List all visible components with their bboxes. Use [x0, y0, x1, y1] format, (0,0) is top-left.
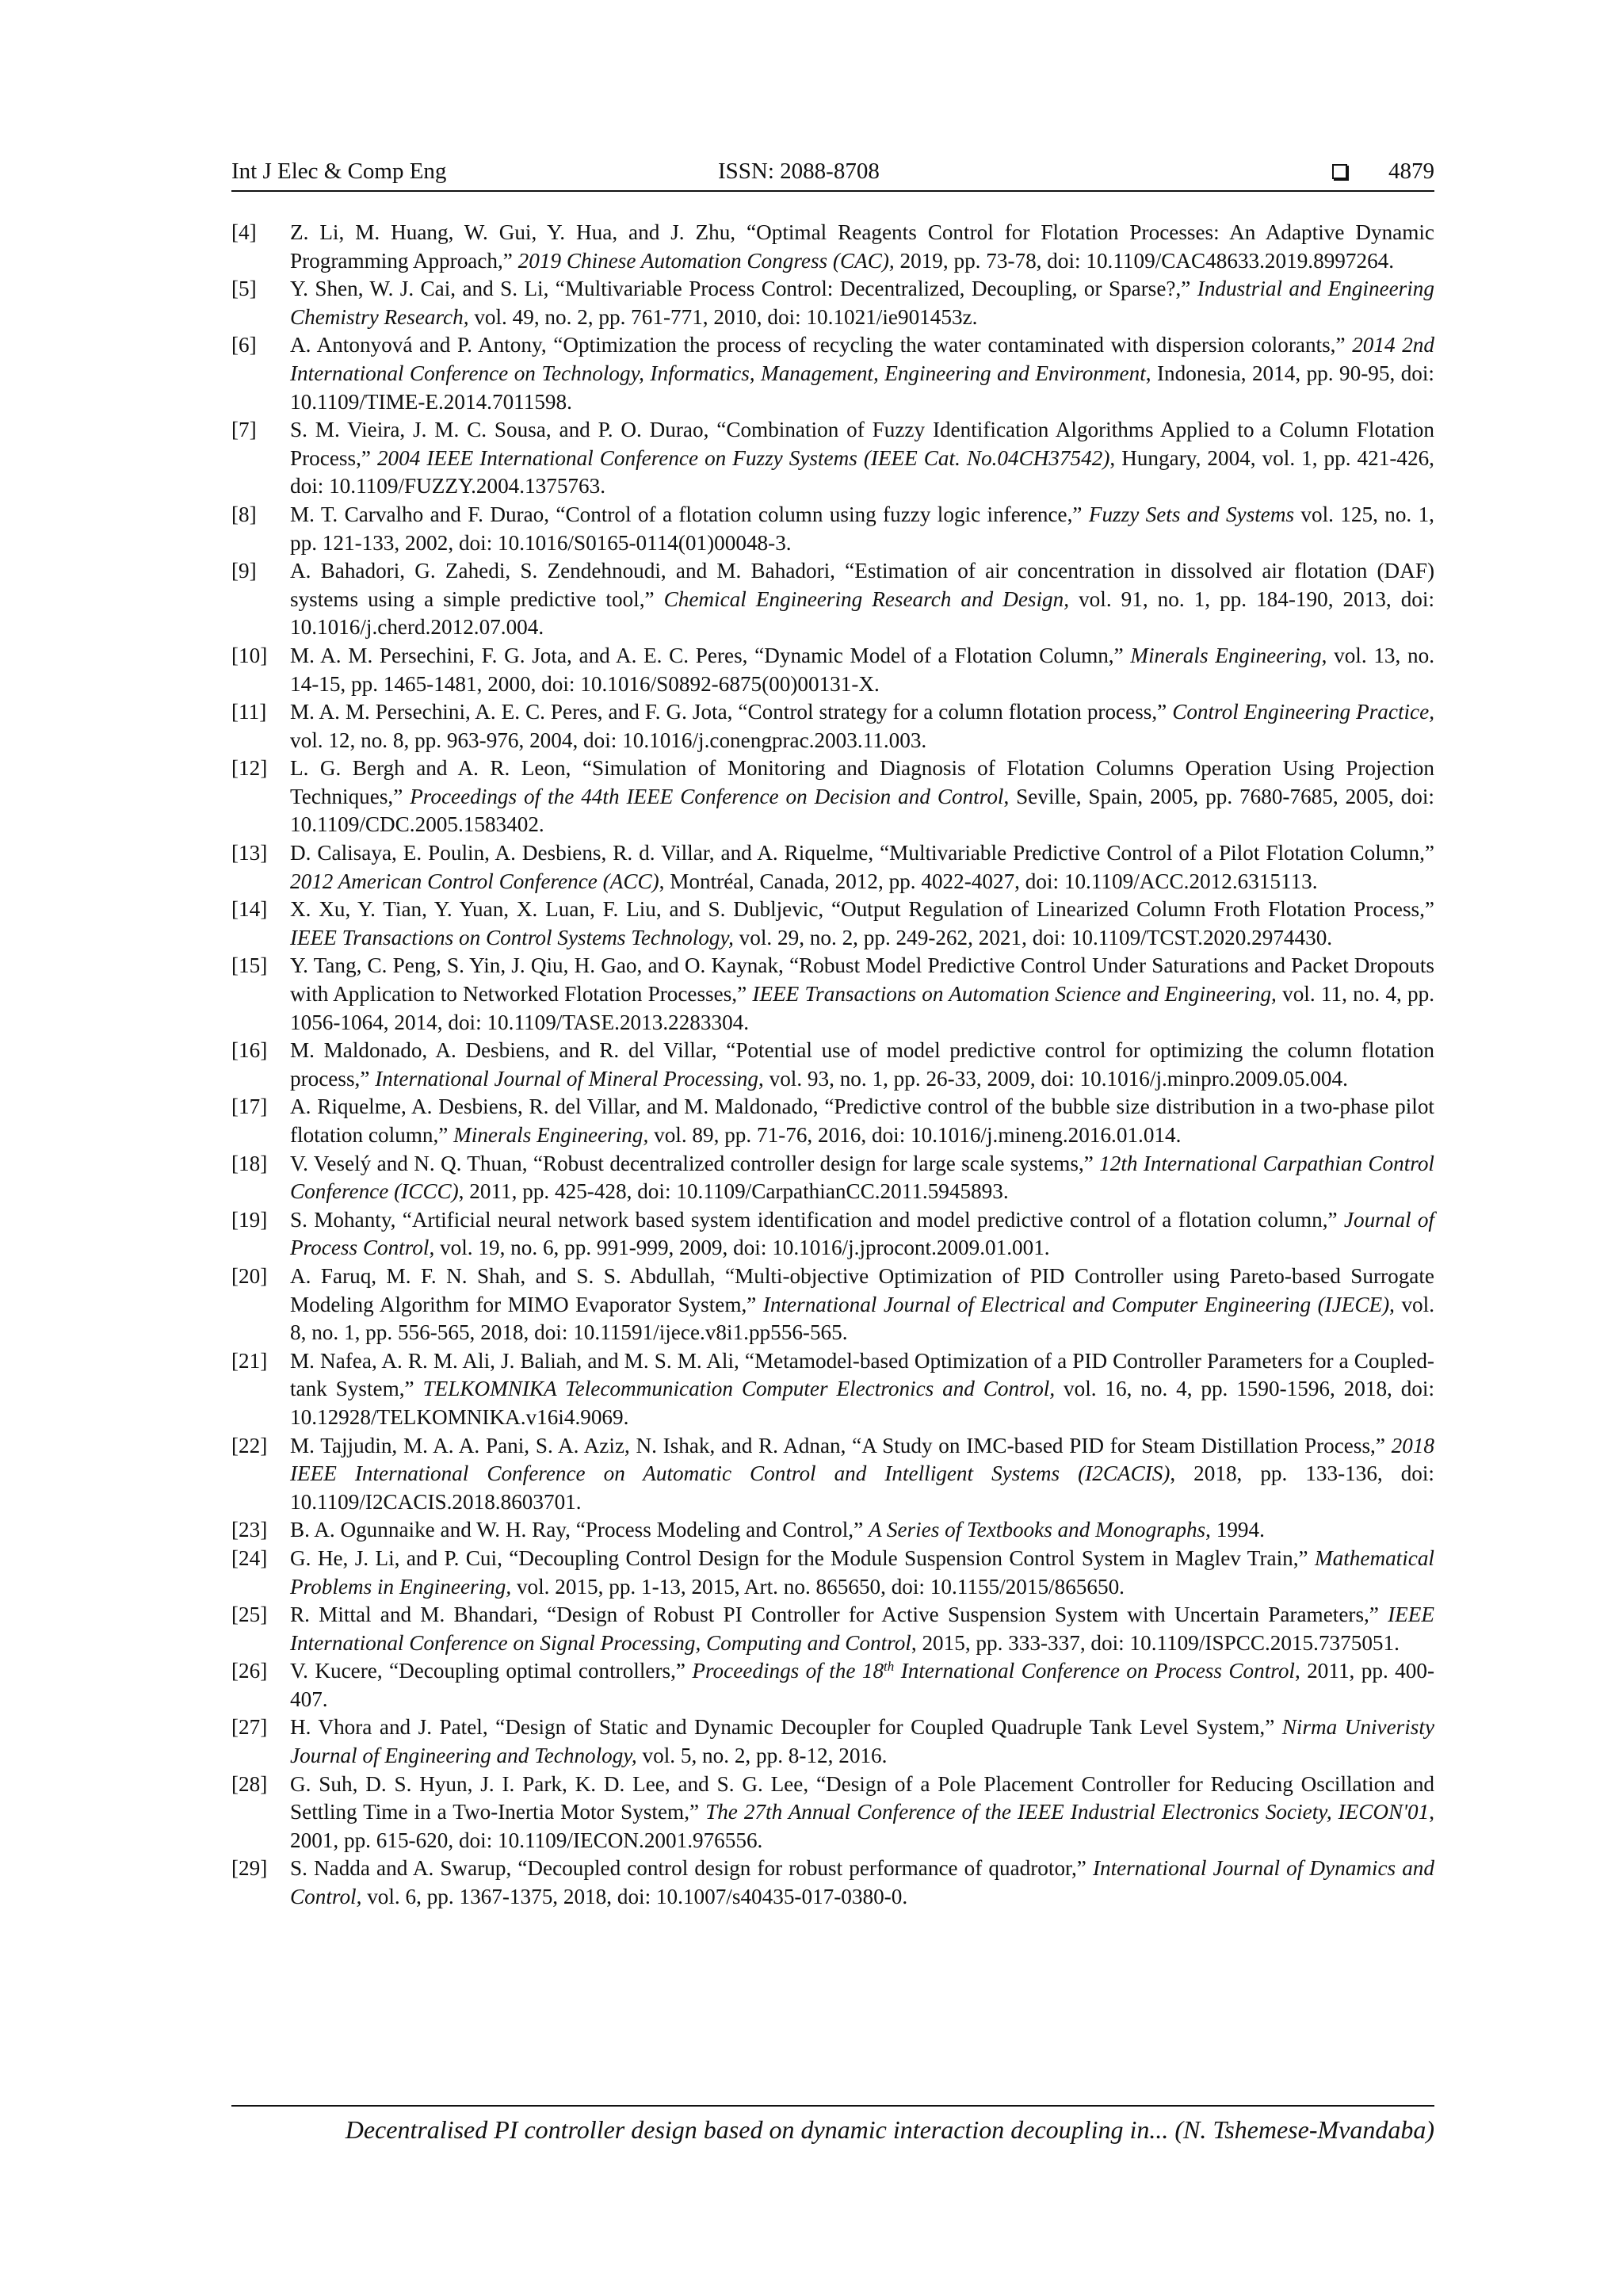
- reference-text: M. T. Carvalho and F. Durao, “Control of a flotation column using fuzzy logic inference,”: [290, 502, 1089, 526]
- reference-text: , vol. 93, no. 1, pp. 26-33, 2009, doi: 10.1016/j.minpro.2009.05.004.: [758, 1066, 1348, 1091]
- reference-text: , 1994.: [1205, 1518, 1265, 1542]
- reference-text: vol. 29, no. 2, pp. 249-262, 2021, doi: 10.1109/TCST.2020.2974430.: [733, 925, 1333, 949]
- reference-text: M. Nafea, A. R. M. Ali, J. Baliah, and M. S. M. Ali, “Metamodel-based Optimization of a PID Controller Parameters for a Coupled-tank System,”: [290, 1348, 1434, 1401]
- reference-text: , 2018, pp. 133-136, doi: 10.1109/I2CACIS.2018.8603701.: [290, 1461, 1434, 1514]
- reference-item: [231, 839, 1434, 896]
- page-number-group: [1332, 155, 1434, 187]
- reference-item: [231, 1150, 1434, 1206]
- reference-text: vol. 49, no. 2, pp. 761-771, 2010, doi: 10.1021/ie901453z.: [468, 304, 978, 329]
- reference-source: Proceedings of the 18: [692, 1659, 884, 1683]
- reference-number: [24]: [231, 1545, 268, 1570]
- reference-text: A. Faruq, M. F. N. Shah, and S. S. Abdullah, “Multi-objective Optimization of PID Controller using Pareto-based Surrogate Modeling Algorithm for MIMO Evaporator System,”: [290, 1263, 1434, 1316]
- reference-text: B. A. Ogunnaike and W. H. Ray, “Process Modeling and Control,”: [290, 1518, 869, 1542]
- reference-text: M. Tajjudin, M. A. A. Pani, S. A. Aziz, N. Ishak, and R. Adnan, “A Study on IMC-based PID for Steam Distillation Process,”: [290, 1433, 1392, 1457]
- page-header: [231, 155, 1434, 187]
- reference-text: vol. 125, no. 1, pp. 121-133, 2002, doi: 10.1016/S0165-0114(01)00048-3.: [290, 502, 1434, 555]
- reference-source: 12th International Carpathian Control Conference (ICCC): [290, 1151, 1434, 1204]
- reference-text: vol. 12, no. 8, pp. 963-976, 2004, doi: 10.1016/j.conengprac.2003.11.003.: [290, 728, 927, 752]
- reference-source: 2012 American Control Conference (ACC): [290, 869, 659, 893]
- reference-text: G. He, J. Li, and P. Cui, “Decoupling Control Design for the Module Suspension Control System in Maglev Train,”: [290, 1545, 1315, 1570]
- reference-item: [231, 1347, 1434, 1432]
- reference-text: vol. 11, no. 4, pp. 1056-1064, 2014, doi: 10.1109/TASE.2013.2283304.: [290, 982, 1434, 1034]
- reference-item: [231, 1771, 1434, 1855]
- reference-source: Industrial and Engineering Chemistry Research,: [290, 277, 1434, 329]
- reference-source: A Series of Textbooks and Monographs: [868, 1518, 1206, 1542]
- reference-source: IEEE Transactions on Control Systems Technology,: [290, 925, 734, 949]
- reference-item: [231, 1657, 1434, 1713]
- reference-text: G. Suh, D. S. Hyun, J. I. Park, K. D. Lee, and S. G. Lee, “Design of a Pole Placement Controller for Reducing Oscillation and Settling Time in a Two-Inertia Motor System,”: [290, 1771, 1434, 1824]
- reference-text: V. Kucere, “Decoupling optimal controllers,”: [290, 1659, 693, 1683]
- reference-source: International Journal of Electrical and Computer Engineering (IJECE): [762, 1292, 1390, 1316]
- reference-text: 2019, pp. 73-78, doi: 10.1109/CAC48633.2019.8997264.: [894, 248, 1395, 273]
- reference-text: , Seville, Spain, 2005, pp. 7680-7685, 2005, doi: 10.1109/CDC.2005.1583402.: [290, 784, 1434, 837]
- page-number: 4879: [1388, 159, 1434, 184]
- reference-source: Fuzzy Sets and Systems: [1088, 502, 1295, 526]
- reference-text: V. Veselý and N. Q. Thuan, “Robust decentralized controller design for large scale systems,”: [290, 1151, 1100, 1175]
- reference-text: vol. 89, pp. 71-76, 2016, doi: 10.1016/j.mineng.2016.01.014.: [648, 1123, 1182, 1147]
- reference-text: , Indonesia, 2014, pp. 90-95, doi: 10.1109/TIME-E.2014.7011598.: [290, 361, 1434, 414]
- reference-text: A. Antonyová and P. Antony, “Optimization the process of recycling the water contaminated with dispersion colorants,”: [290, 333, 1353, 357]
- reference-text: S. Mohanty, “Artificial neural network based system identification and model predictive control of a flotation column,”: [290, 1207, 1344, 1232]
- reference-text: vol. 16, no. 4, pp. 1590-1596, 2018, doi: 10.12928/TELKOMNIKA.v16i4.9069.: [290, 1377, 1434, 1429]
- reference-text: Z. Li, M. Huang, W. Gui, Y. Hua, and J. Zhu, “Optimal Reagents Control for Flotation Processes: An Adaptive Dynamic Programming Approach,”: [290, 220, 1434, 273]
- reference-text: , 2001, pp. 615-620, doi: 10.1109/IECON.2001.976556.: [290, 1800, 1434, 1852]
- reference-source: International Conference on Process Control: [894, 1659, 1295, 1683]
- reference-text: M. A. M. Persechini, A. E. C. Peres, and F. G. Jota, “Control strategy for a column flotation process,”: [290, 700, 1173, 724]
- reference-number: [9]: [231, 559, 257, 583]
- reference-source: IEEE International Conference on Signal Processing, Computing and Control: [290, 1603, 1434, 1655]
- reference-number: [29]: [231, 1856, 268, 1881]
- reference-text: L. G. Bergh and A. R. Leon, “Simulation of Monitoring and Diagnosis of Flotation Columns Operation Using Projection Techniques,”: [290, 756, 1434, 808]
- reference-source: Minerals Engineering: [1130, 643, 1322, 667]
- reference-number: [13]: [231, 841, 268, 865]
- reference-text: , Montréal, Canada, 2012, pp. 4022-4027, doi: 10.1109/ACC.2012.6315113.: [659, 869, 1318, 893]
- reference-item: [231, 952, 1434, 1037]
- reference-number: [4]: [231, 220, 257, 244]
- reference-text: M. A. M. Persechini, F. G. Jota, and A. E. C. Peres, “Dynamic Model of a Flotation Column,”: [290, 643, 1131, 667]
- reference-text: , 2011, pp. 400-407.: [290, 1659, 1434, 1711]
- reference-item: [231, 1432, 1434, 1517]
- issn: ISSN: 2088-8708: [718, 159, 880, 184]
- reference-number: [7]: [231, 418, 257, 442]
- reference-item: [231, 1093, 1434, 1149]
- reference-source: Control Engineering Practice,: [1172, 700, 1434, 724]
- reference-item: [231, 1263, 1434, 1347]
- reference-number: [14]: [231, 897, 268, 922]
- reference-source: Nirma Univeristy Journal of Engineering and Technology,: [290, 1715, 1435, 1768]
- reference-text: M. Maldonado, A. Desbiens, and R. del Villar, “Potential use of model predictive control for optimizing the column flotation process,”: [290, 1038, 1434, 1091]
- reference-number: [27]: [231, 1715, 268, 1740]
- reference-source: Mathematical Problems in Engineering,: [290, 1545, 1434, 1599]
- reference-text: D. Calisaya, E. Poulin, A. Desbiens, R. d. Villar, and A. Riquelme, “Multivariable Predictive Control of a Pilot Flotation Column,”: [290, 841, 1434, 865]
- reference-number: [20]: [231, 1263, 268, 1288]
- square-bullet-icon: [1332, 164, 1347, 179]
- reference-item: [231, 896, 1434, 952]
- reference-item: [231, 1855, 1434, 1911]
- reference-item: [231, 1037, 1434, 1093]
- reference-number: [18]: [231, 1151, 268, 1175]
- reference-source: 2014 2nd International Conference on Technology, Informatics, Management, Engineering and Environment: [290, 333, 1434, 385]
- reference-text: A. Riquelme, A. Desbiens, R. del Villar, and M. Maldonado, “Predictive control of the bubble size distribution in a two-phase pilot flotation column,”: [290, 1095, 1434, 1147]
- reference-text: vol. 2015, pp. 1-13, 2015, Art. no. 865650, doi: 10.1155/2015/865650.: [511, 1574, 1125, 1599]
- reference-source: International Journal of Dynamics and Control,: [290, 1856, 1434, 1909]
- reference-item: [231, 1545, 1434, 1601]
- reference-number: [28]: [231, 1771, 268, 1796]
- running-footer: Decentralised PI controller design based on dynamic interaction decoupling in... (N. Tshemese-Mvandaba): [345, 2115, 1434, 2144]
- reference-item: [231, 331, 1434, 416]
- reference-text: , Hungary, 2004, vol. 1, pp. 421-426, doi: 10.1109/FUZZY.2004.1375763.: [290, 445, 1434, 499]
- reference-text: A. Bahadori, G. Zahedi, S. Zendehnoudi, and M. Bahadori, “Estimation of air concentration in dissolved air flotation (DAF) systems using a simple predictive tool,”: [290, 559, 1434, 611]
- reference-source: 2004 IEEE International Conference on Fuzzy Systems (IEEE Cat. No.04CH37542): [376, 445, 1110, 470]
- reference-source: Chemical Engineering Research and Design,: [663, 586, 1070, 611]
- reference-item: [231, 1206, 1434, 1263]
- reference-text: vol. 5, no. 2, pp. 8-12, 2016.: [636, 1744, 888, 1768]
- reference-item: [231, 698, 1434, 755]
- reference-source: IEEE Transactions on Automation Science and Engineering,: [752, 982, 1277, 1007]
- reference-number: [6]: [231, 333, 257, 357]
- reference-source: 2019 Chinese Automation Congress (CAC),: [517, 248, 895, 273]
- reference-number: [23]: [231, 1518, 268, 1542]
- reference-item: [231, 1601, 1434, 1657]
- reference-number: [19]: [231, 1207, 268, 1232]
- journal-name: Int J Elec & Comp Eng: [231, 159, 447, 184]
- reference-number: [17]: [231, 1095, 268, 1119]
- reference-source: TELKOMNIKA Telecommunication Computer Electronics and Control,: [422, 1377, 1056, 1401]
- reference-text: vol. 6, pp. 1367-1375, 2018, doi: 10.1007/s40435-017-0380-0.: [361, 1885, 908, 1909]
- reference-text: Y. Tang, C. Peng, S. Yin, J. Qiu, H. Gao, and O. Kaynak, “Robust Model Predictive Control Under Saturations and Packet Dropouts with Application to Networked Flotation Processes,”: [290, 953, 1434, 1007]
- reference-number: [11]: [231, 700, 267, 724]
- reference-source: The 27th Annual Conference of the IEEE Industrial Electronics Society, IECON'01: [705, 1800, 1430, 1824]
- reference-item: [231, 642, 1434, 698]
- reference-number: [16]: [231, 1038, 268, 1063]
- reference-item: [231, 1516, 1434, 1545]
- reference-item: [231, 219, 1434, 275]
- reference-text: Y. Shen, W. J. Cai, and S. Li, “Multivariable Process Control: Decentralized, Decoupling, or Sparse?,”: [290, 277, 1197, 301]
- reference-number: [12]: [231, 756, 268, 781]
- reference-item: [231, 557, 1434, 642]
- reference-text: , vol. 13, no. 14-15, pp. 1465-1481, 2000, doi: 10.1016/S0892-6875(00)00131-X.: [290, 643, 1434, 696]
- reference-item: [231, 416, 1434, 501]
- reference-text: R. Mittal and M. Bhandari, “Design of Robust PI Controller for Active Suspension System with Uncertain Parameters,”: [290, 1603, 1388, 1627]
- reference-source: Minerals Engineering,: [453, 1123, 649, 1147]
- reference-text: S. M. Vieira, J. M. C. Sousa, and P. O. Durao, “Combination of Fuzzy Identification Algorithms Applied to a Column Flotation Process,”: [290, 418, 1434, 470]
- reference-text: vol. 19, no. 6, pp. 991-999, 2009, doi: 10.1016/j.jprocont.2009.01.001.: [434, 1236, 1050, 1260]
- reference-text: , vol. 8, no. 1, pp. 556-565, 2018, doi: 10.11591/ijece.v8i1.pp556-565.: [290, 1292, 1434, 1345]
- reference-source: Journal of Process Control,: [290, 1207, 1434, 1260]
- reference-source: 2018 IEEE International Conference on Automatic Control and Intelligent Systems (I2CACIS): [290, 1433, 1434, 1486]
- reference-number: [5]: [231, 277, 257, 301]
- reference-text: vol. 91, no. 1, pp. 184-190, 2013, doi: 10.1016/j.cherd.2012.07.004.: [290, 586, 1435, 640]
- reference-source: International Journal of Mineral Processing: [375, 1066, 758, 1091]
- reference-text: S. Nadda and A. Swarup, “Decoupled control design for robust performance of quadrotor,”: [290, 1856, 1093, 1881]
- reference-number: [22]: [231, 1433, 268, 1457]
- header-rule: [231, 190, 1434, 192]
- reference-item: [231, 501, 1434, 557]
- reference-item: [231, 755, 1434, 839]
- reference-number: [21]: [231, 1348, 268, 1373]
- reference-number: [8]: [231, 502, 257, 526]
- reference-number: [25]: [231, 1603, 268, 1627]
- reference-list: [231, 219, 1434, 1912]
- reference-source: Proceedings of the 44th IEEE Conference on Decision and Control: [410, 784, 1004, 808]
- reference-text: , 2015, pp. 333-337, doi: 10.1109/ISPCC.2015.7375051.: [911, 1630, 1400, 1655]
- reference-item: [231, 1713, 1434, 1770]
- reference-text: X. Xu, Y. Tian, Y. Yuan, X. Luan, F. Liu, and S. Dubljevic, “Output Regulation of Linearized Column Froth Flotation Process,”: [290, 897, 1434, 922]
- reference-item: [231, 275, 1434, 331]
- reference-number: [10]: [231, 643, 268, 667]
- reference-text: , 2011, pp. 425-428, doi: 10.1109/CarpathianCC.2011.5945893.: [458, 1179, 1009, 1204]
- reference-text: th: [884, 1659, 895, 1675]
- reference-number: [15]: [231, 953, 268, 978]
- reference-number: [26]: [231, 1659, 268, 1683]
- footer-rule: [231, 2105, 1434, 2107]
- reference-text: H. Vhora and J. Patel, “Design of Static and Dynamic Decoupler for Coupled Quadruple Tank Level System,”: [290, 1715, 1282, 1740]
